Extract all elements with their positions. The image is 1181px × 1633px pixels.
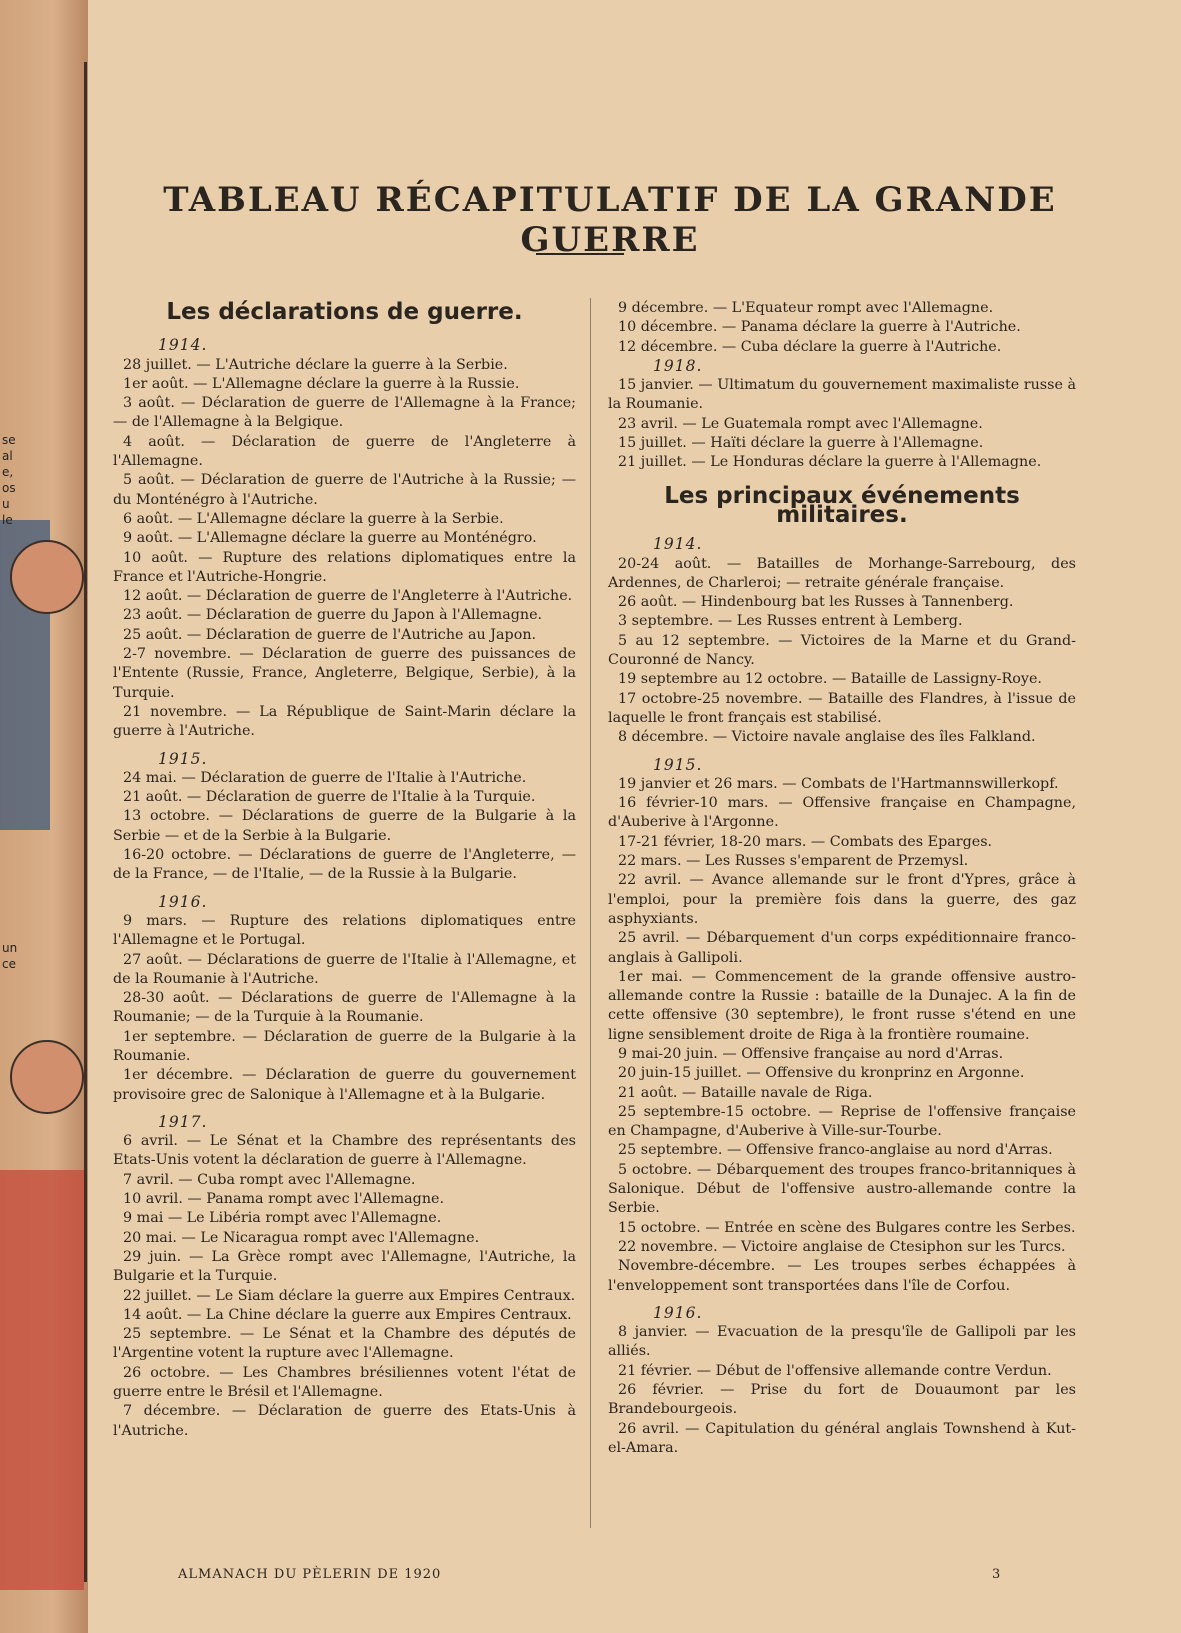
chronology-entry: 24 mai. — Déclaration de guerre de l'Italie à l'Autriche. xyxy=(123,769,527,786)
chronology-entry: 12 août. — Déclaration de guerre de l'Angleterre à l'Autriche. xyxy=(123,588,573,605)
chronology-entry: 28 juillet. — L'Autriche déclare la guerre à la Serbie. xyxy=(123,356,508,373)
chronology-entry: 10 août. — Rupture des relations diplomatiques entre la France et l'Autriche-Hongrie. xyxy=(113,549,576,585)
chronology-entry: 22 avril. — Avance allemande sur le front d'Ypres, grâce à l'emploi, pour la première fois dans la guerre, des gaz asphyxiants. xyxy=(608,872,1076,927)
chronology-entry: 25 août. — Déclaration de guerre de l'Autriche au Japon. xyxy=(123,626,537,643)
chronology-entry: 21 août. — Déclaration de guerre de l'Italie à la Turquie. xyxy=(123,789,536,806)
chronology-entry: 16 février-10 mars. — Offensive française en Champagne, d'Auberive à l'Argonne. xyxy=(608,795,1076,831)
chronology-entry: 15 octobre. — Entrée en scène des Bulgares contre les Serbes. xyxy=(618,1219,1076,1236)
chronology-entry: 15 janvier. — Ultimatum du gouvernement maximaliste russe à la Roumanie. xyxy=(608,377,1076,413)
chronology-entry: 8 janvier. — Evacuation de la presqu'île de Gallipoli par les alliés. xyxy=(608,1324,1076,1360)
chronology-entry: 5 au 12 septembre. — Victoires de la Marne et du Grand-Couronné de Nancy. xyxy=(608,632,1076,669)
chronology-entry: 9 mai-20 juin. — Offensive française au nord d'Arras. xyxy=(618,1045,1004,1062)
left-column xyxy=(113,299,576,1441)
chronology-entry: 21 juillet. — Le Honduras déclare la guerre à l'Allemagne. xyxy=(618,454,1042,471)
chronology-entry: 3 août. — Déclaration de guerre de l'Allemagne à la France; — de l'Allemagne à la Belgique. xyxy=(113,395,576,431)
chronology-entry: 12 décembre. — Cuba déclare la guerre à l'Autriche. xyxy=(618,338,1002,355)
chronology-entry: 3 septembre. — Les Russes entrent à Lemberg. xyxy=(618,613,963,630)
year-heading: 1916. xyxy=(158,892,208,911)
chronology-entry: 29 juin. — La Grèce rompt avec l'Allemagne, l'Autriche, la Bulgarie et la Turquie. xyxy=(113,1248,576,1285)
chronology-entry: 4 août. — Déclaration de guerre de l'Angleterre à l'Allemagne. xyxy=(113,433,576,470)
illustration-caption: se al e, os u le xyxy=(2,433,16,527)
declarations-1918 xyxy=(608,357,1076,473)
illustration-face xyxy=(10,540,84,614)
chronology-entry: 16-20 octobre. — Déclarations de guerre de l'Angleterre, — de la France, — de l'Italie, — de la Russie à la Bulgarie. xyxy=(113,847,576,883)
chronology-entry: 19 janvier et 26 mars. — Combats de l'Hartmannswillerkopf. xyxy=(618,775,1059,792)
chronology-entry: 5 octobre. — Débarquement des troupes franco-britanniques à Salonique. Début de l'offensive austro-allemande contre la Serbie. xyxy=(608,1161,1076,1217)
page-title: TABLEAU RÉCAPITULATIF DE LA GRANDE GUERRE xyxy=(163,180,1057,260)
chronology-entry: 1er mai. — Commencement de la grande offensive austro-allemande contre la Russie : bataille de la Dunajec. A la fin de cette offensive (30 septembre), le front russe s'étend en une ligne sensiblement droite de Riga à la frontière roumaine. xyxy=(608,968,1076,1043)
chronology-entry: 23 août. — Déclaration de guerre du Japon à l'Allemagne. xyxy=(123,607,543,624)
chronology-entry: 22 novembre. — Victoire anglaise de Ctesiphon sur les Turcs. xyxy=(618,1238,1066,1255)
chronology-entry: 26 octobre. — Les Chambres brésiliennes votent l'état de guerre entre le Brésil et l'Allemagne. xyxy=(113,1364,576,1401)
chronology-entry: 10 décembre. — Panama déclare la guerre à l'Autriche. xyxy=(618,319,1021,336)
illustration-caption: un ce xyxy=(2,941,18,971)
chronology-entry: 25 avril. — Débarquement d'un corps expéditionnaire franco-anglais à Gallipoli. xyxy=(608,930,1076,966)
chronology-entry: 14 août. — La Chine déclare la guerre aux Empires Centraux. xyxy=(123,1306,572,1323)
chronology-entry: 1er août. — L'Allemagne déclare la guerre à la Russie. xyxy=(123,375,520,392)
declarations-list xyxy=(113,336,576,1441)
footer-publication: ALMANACH DU PÈLERIN DE 1920 xyxy=(178,1567,442,1582)
chronology-entry: 7 décembre. — Déclaration de guerre des Etats-Unis à l'Autriche. xyxy=(113,1403,576,1439)
chronology-entry: 2-7 novembre. — Déclaration de guerre des puissances de l'Entente (Russie, France, Angleterre, Belgique, Serbie), à la Turquie. xyxy=(113,646,576,701)
chronology-entry: 9 août. — L'Allemagne déclare la guerre au Monténégro. xyxy=(123,530,537,547)
year-heading: 1914. xyxy=(653,535,703,554)
chronology-entry: 9 décembre. — L'Equateur rompt avec l'Allemagne. xyxy=(618,300,994,316)
chronology-entry: 15 juillet. — Haïti déclare la guerre à l'Allemagne. xyxy=(618,435,984,452)
chronology-entry: 9 mai — Le Libéria rompt avec l'Allemagne. xyxy=(123,1210,442,1227)
chronology-entry: 25 septembre. — Offensive franco-anglaise au nord d'Arras. xyxy=(618,1142,1053,1159)
year-heading: 1918. xyxy=(653,356,703,375)
chronology-entry: 13 octobre. — Déclarations de guerre de la Bulgarie à la Serbie — et de la Serbie à la Bulgarie. xyxy=(113,808,576,844)
chronology-entry: 10 avril. — Panama rompt avec l'Allemagne. xyxy=(123,1191,445,1208)
chronology-entry: 20 juin-15 juillet. — Offensive du kronprinz en Argonne. xyxy=(618,1065,1025,1082)
chronology-entry: 1er décembre. — Déclaration de guerre du gouvernement provisoire grec de Salonique à l'Allemagne et à la Bulgarie. xyxy=(113,1067,576,1103)
chronology-entry: 1er septembre. — Déclaration de guerre de la Bulgarie à la Roumanie. xyxy=(113,1028,576,1064)
chronology-entry: 28-30 août. — Déclarations de guerre de l'Allemagne à la Roumanie; — de la Turquie à la Roumanie. xyxy=(113,990,576,1026)
chronology-entry: 7 avril. — Cuba rompt avec l'Allemagne. xyxy=(123,1171,416,1188)
chronology-entry: 23 avril. — Le Guatemala rompt avec l'Allemagne. xyxy=(618,415,983,432)
chronology-entry: Novembre-décembre. — Les troupes serbes échappées à l'enveloppement sont transportées dans l'île de Corfou. xyxy=(608,1258,1076,1294)
illustration-edge xyxy=(0,0,88,1633)
year-heading: 1917. xyxy=(158,1112,208,1131)
chronology-entry: 25 septembre. — Le Sénat et la Chambre des députés de l'Argentine votent la rupture avec l'Allemagne. xyxy=(113,1326,576,1362)
chronology-entry: 19 septembre au 12 octobre. — Bataille de Lassigny-Roye. xyxy=(618,671,1042,688)
chronology-entry: 21 novembre. — La République de Saint-Marin déclare la guerre à l'Autriche. xyxy=(113,703,576,740)
title-rule xyxy=(536,253,624,255)
section-heading: Les principaux événements militaires. xyxy=(664,482,1020,528)
section-heading: Les déclarations de guerre. xyxy=(166,299,523,325)
right-column xyxy=(608,299,1076,1458)
illustration-soldier-trousers xyxy=(0,1170,84,1590)
year-heading: 1915. xyxy=(653,755,703,774)
year-heading: 1915. xyxy=(158,749,208,768)
chronology-entry: 8 décembre. — Victoire navale anglaise des îles Falkland. xyxy=(618,729,1036,746)
chronology-entry: 17-21 février, 18-20 mars. — Combats des Eparges. xyxy=(618,833,993,850)
chronology-entry: 17 octobre-25 novembre. — Bataille des Flandres, à l'issue de laquelle le front français est stabilisé. xyxy=(608,690,1076,726)
chronology-entry: 20 mai. — Le Nicaragua rompt avec l'Allemagne. xyxy=(123,1229,480,1246)
chronology-entry: 27 août. — Déclarations de guerre de l'Italie à l'Allemagne, et de la Roumanie à l'Autriche. xyxy=(113,951,576,987)
chronology-entry: 9 mars. — Rupture des relations diplomatiques entre l'Allemagne et le Portugal. xyxy=(113,912,576,949)
chronology-entry: 26 août. — Hindenbourg bat les Russes à Tannenberg. xyxy=(618,594,1014,611)
chronology-entry: 20-24 août. — Batailles de Morhange-Sarrebourg, des Ardennes, de Charleroi; — retraite générale française. xyxy=(608,555,1076,591)
year-heading: 1914. xyxy=(158,336,208,355)
declarations-continued xyxy=(608,299,1076,357)
chronology-entry: 21 février. — Début de l'offensive allemande contre Verdun. xyxy=(618,1362,1052,1379)
page-number: 3 xyxy=(992,1567,1001,1582)
chronology-entry: 6 avril. — Le Sénat et la Chambre des représentants des Etats-Unis votent la déclaration de guerre à l'Allemagne. xyxy=(113,1133,576,1169)
military-events-list xyxy=(608,535,1076,1458)
chronology-entry: 25 septembre-15 octobre. — Reprise de l'offensive française en Champagne, d'Auberive à Ville-sur-Tourbe. xyxy=(608,1103,1076,1140)
chronology-entry: 6 août. — L'Allemagne déclare la guerre à la Serbie. xyxy=(123,510,504,527)
chronology-entry: 26 avril. — Capitulation du général anglais Townshend à Kut-el-Amara. xyxy=(608,1420,1076,1456)
column-divider xyxy=(590,298,591,1528)
chronology-entry: 22 juillet. — Le Siam déclare la guerre aux Empires Centraux. xyxy=(123,1287,576,1304)
chronology-entry: 22 mars. — Les Russes s'emparent de Przemysl. xyxy=(618,853,969,870)
illustration-face xyxy=(10,1040,84,1114)
chronology-entry: 5 août. — Déclaration de guerre de l'Autriche à la Russie; — du Monténégro à l'Autriche. xyxy=(113,472,576,508)
chronology-entry: 26 février. — Prise du fort de Douaumont par les Brandebourgeois. xyxy=(608,1382,1076,1418)
year-heading: 1916. xyxy=(653,1303,703,1322)
chronology-entry: 21 août. — Bataille navale de Riga. xyxy=(618,1084,873,1101)
